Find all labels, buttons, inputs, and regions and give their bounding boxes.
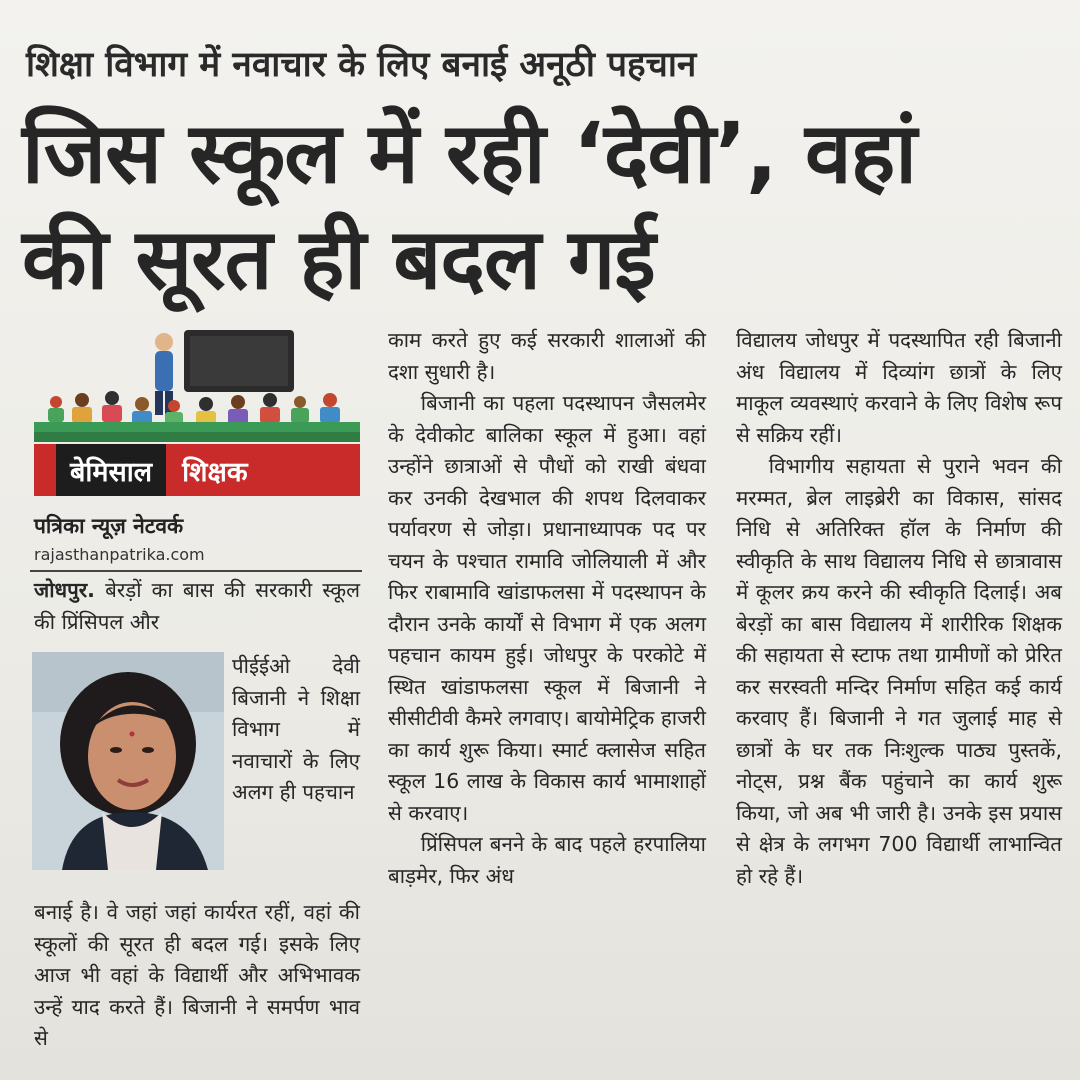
lead-text: बेरड़ों का बास की सरकारी स्कूल की प्रिंसिपल और	[34, 578, 360, 634]
divider	[30, 570, 362, 572]
headline-line-2: की सूरत ही बदल गई	[22, 210, 655, 308]
article-middle-column	[388, 325, 706, 892]
article-left-bottom: बनाई है। वे जहां जहां कार्यरत रहीं, वहां की स्कूलों की सूरत ही बदल गई। इसके लिए आज भी वहां के विद्यार्थी और अभिभावक उन्हें याद करते हैं। बिजानी ने समर्पण भाव से	[34, 900, 360, 1050]
portrait-photo	[32, 652, 224, 870]
dateline: जोधपुर.	[34, 578, 95, 602]
middle-para-1: काम करते हुए कई सरकारी शालाओं की दशा सुधारी है।	[388, 328, 706, 384]
right-para-2: विभागीय सहायता से पुराने भवन की मरम्मत, ब्रेल लाइब्रेरी का विकास, सांसद निधि से अतिरिक्त हॉल के निर्माण की स्वीकृति के साथ विद्यालय निधि से छात्रावास में कूलर क्रय करने की स्वीकृति दिलाई। अब बेरड़ों का बास विद्यालय में शारीरिक शिक्षक की सहायता से स्टाफ तथा ग्रामीणों को प्रेरित कर सरस्वती मन्दिर निर्माण सहित कई कार्य करवाए हैं। बिजानी ने गत जुलाई माह से छात्रों के घर तक निःशुल्क पाठ्य पुस्तकें, नोट्स, प्रश्न बैंक पहुंचाने का कार्य शुरू किया, जो अब भी जारी है। उनके इस प्रयास से क्षेत्र के लगभग 700 विद्यार्थी लाभान्वित हो रहे हैं।	[736, 454, 1062, 888]
column-tag	[34, 444, 360, 496]
headline-line-1: जिस स्कूल में रही ‘देवी’, वहां	[22, 104, 917, 202]
tag-label-shikshak: शिक्षक	[166, 444, 360, 496]
classroom-illustration	[34, 322, 360, 442]
middle-para-2: बिजानी का पहला पदस्थापन जैसलमेर के देवीकोट बालिका स्कूल में हुआ। वहां उन्होंने छात्राओं से पौधों को राखी बंधवा कर उनकी देखभाल की शपथ दिलवाकर पर्यावरण से जोड़ा। प्रधानाध्यापक पद पर चयन के पश्चात रामावि जोलियाली में और फिर राबामावि खांडाफलसा में पदस्थापन के दौरान उनके कार्यों से विभाग में एक अलग पहचान कायम हुई। जोधपुर के परकोटे में स्थित खांडाफलसा स्कूल में बिजानी ने सीसीटीवी कैमरे लगवाए। बायोमेट्रिक हाजरी का कार्य शुरू किया। स्मार्ट क्लासेज सहित स्कूल 16 लाख के विकास कार्य भामाशाहों से करवाए।	[388, 391, 706, 825]
article-right-column	[736, 325, 1062, 892]
main-headline	[22, 100, 1022, 312]
portrait-illustration	[32, 652, 224, 870]
byline-network: पत्रिका न्यूज़ नेटवर्क	[34, 514, 184, 538]
tag-label-bemisal: बेमिसाल	[56, 444, 166, 496]
byline-website: rajasthanpatrika.com	[34, 545, 205, 564]
middle-para-3: प्रिंसिपल बनने के बाद पहले हरपालिया बाड़मेर, फिर अंध	[388, 832, 706, 888]
right-para-1: विद्यालय जोधपुर में पदस्थापित रही बिजानी अंध विद्यालय में दिव्यांग छात्रों के लिए माकूल व्यवस्थाएं करवाने के लिए विशेष रूप से सक्रिय रहीं।	[736, 328, 1062, 447]
article-left-top	[34, 575, 360, 638]
tag-accent	[34, 444, 56, 496]
kicker-headline: शिक्षा विभाग में नवाचार के लिए बनाई अनूठी पहचान	[26, 45, 697, 85]
article-left-wrap: पीईईओ देवी बिजानी ने शिक्षा विभाग में नवाचारों के लिए अलग ही पहचान	[232, 654, 360, 804]
